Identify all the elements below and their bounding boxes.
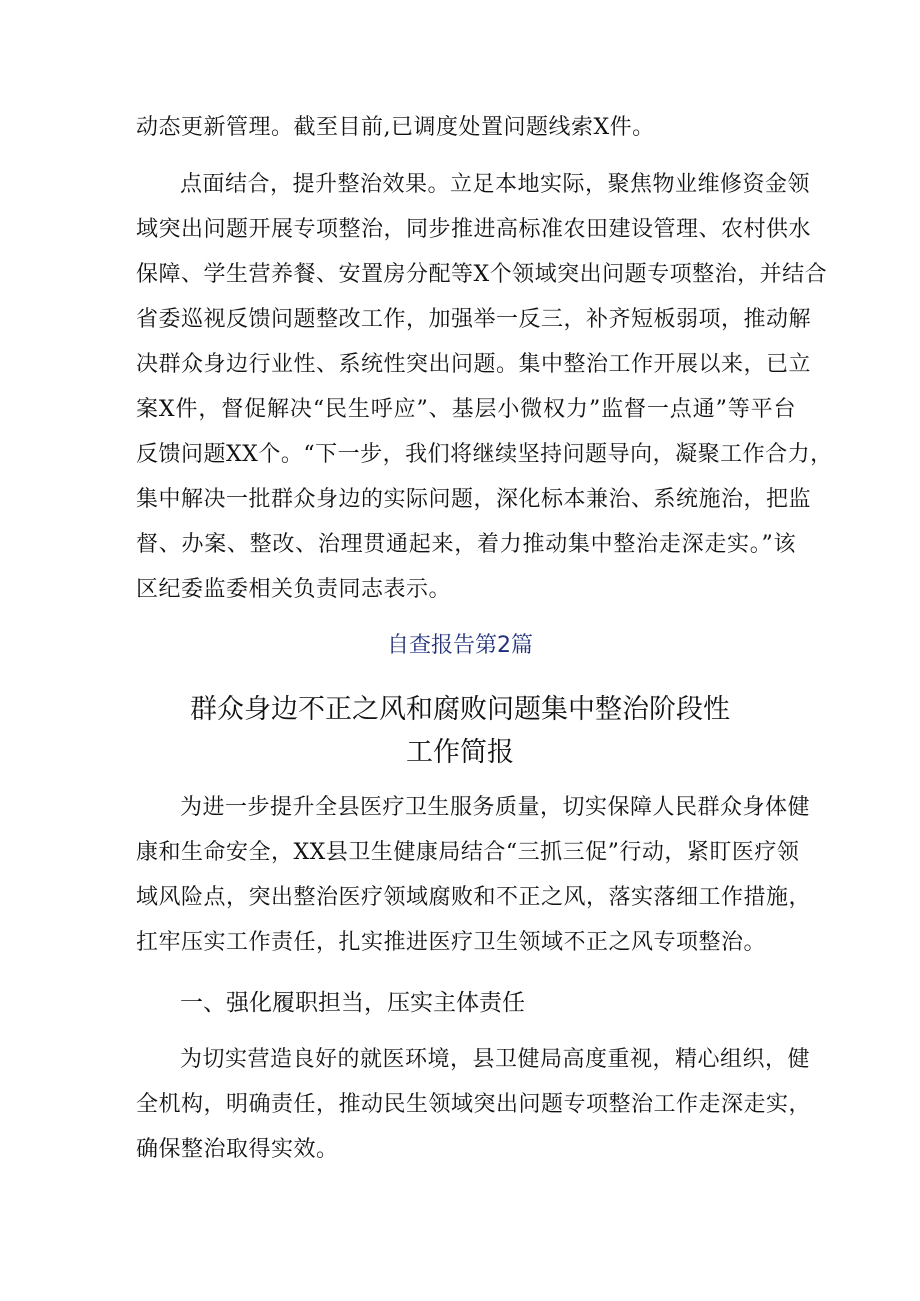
paragraph-line: 为切实营造良好的就医环境，县卫健局高度重视，精心组织，健: [180, 1047, 811, 1072]
paragraph-line: 反馈问题XX个。“下一步，我们将继续坚持问题导向，凝聚工作合力，: [136, 442, 833, 467]
paragraph-line: 为进一步提升全县医疗卫生服务质量，切实保障人民群众身体健: [180, 795, 811, 820]
paragraph-line: 动态更新管理。截至目前,已调度处置问题线索X件。: [136, 115, 655, 140]
paragraph-line: 保障、学生营养餐、安置房分配等X个领域突出问题专项整治，并结合: [136, 262, 828, 287]
paragraph-line: 域风险点，突出整治医疗领域腐败和不正之风，落实落细工作措施，: [136, 885, 812, 910]
paragraph-line: 扛牢压实工作责任，扎实推进医疗卫生领域不正之风专项整治。: [136, 930, 767, 955]
paragraph-line: 督、办案、整改、治理贯通起来，着力推动集中整治走深走实。”该: [136, 532, 796, 557]
subheading: 一、强化履职担当，压实主体责任: [180, 990, 525, 1016]
paragraph-line: 区纪委监委相关负责同志表示。: [136, 577, 452, 602]
paragraph-line: 集中解决一批群众身边的实际问题，深化标本兼治、系统施治，把监: [136, 487, 812, 512]
article-title: 群众身边不正之风和腐败问题集中整治阶段性: [190, 694, 730, 725]
paragraph-line: 全机构，明确责任，推动民生领域突出问题专项整治工作走深走实，: [136, 1092, 812, 1117]
paragraph-line: 决群众身边行业性、系统性突出问题。集中整治工作开展以来，已立: [136, 352, 812, 377]
article-title-continued: 工作简报: [406, 737, 514, 768]
section-heading: 自查报告第2篇: [387, 633, 533, 658]
paragraph-line: 案X件，督促解决“民生呼应”、基层小微权力”监督一点通”等平台: [136, 397, 796, 422]
paragraph-line: 确保整治取得实效。: [136, 1137, 339, 1162]
paragraph-line: 点面结合，提升整治效果。立足本地实际，聚焦物业维修资金领: [180, 172, 811, 197]
paragraph-line: 康和生命安全，XX县卫生健康局结合“三抓三促”行动，紧盯医疗领: [136, 840, 800, 865]
paragraph-line: 省委巡视反馈问题整改工作，加强举一反三，补齐短板弱项，推动解: [136, 307, 812, 332]
paragraph-line: 域突出问题开展专项整治，同步推进高标准农田建设管理、农村供水: [136, 217, 812, 242]
